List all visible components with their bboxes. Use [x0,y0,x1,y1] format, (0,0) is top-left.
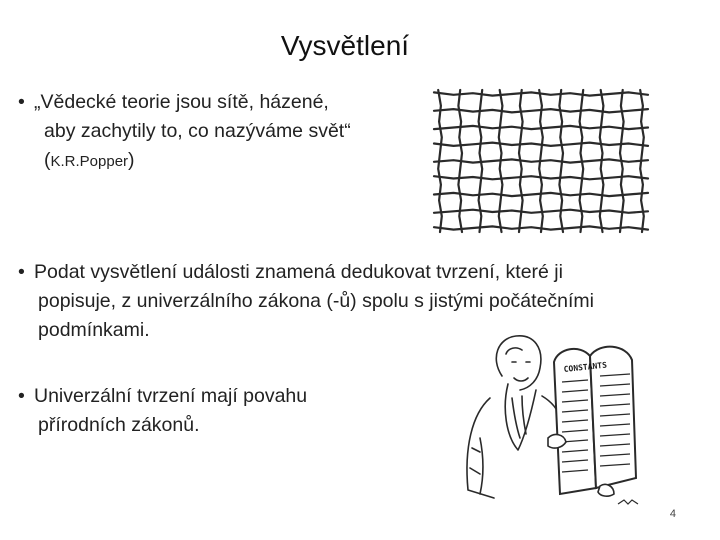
bullet-line [18,258,678,287]
bullet-dot-icon: • [18,261,25,283]
definition-line-2: popisuje, z univerzálního zákona (-ů) spolu s jistými počátečními [38,290,595,312]
quote-citation [18,146,418,176]
citation-close-paren: ) [128,149,135,171]
quote-line-1: „Vědecké teorie jsou sítě, házené, [34,91,329,113]
slide-title: Vysvětlení [280,30,410,61]
bullet-universal-statements [18,382,438,440]
universal-line-2: přírodních zákonů. [38,414,200,436]
definition-line-3: podmínkami. [38,319,150,341]
bullet-dot-icon: • [18,385,25,407]
bullet-line [18,88,418,117]
bullet-popper-quote [18,88,418,176]
page-number: 4 [669,508,676,520]
quote-line-2: aby zachytily to, co nazýváme svět“ [44,120,351,142]
fishing-net-icon [430,88,652,234]
definition-line-1: Podat vysvětlení události znamená dedukovat tvrzení, které ji [34,261,563,283]
citation-open-paren: ( [44,149,51,171]
universal-line-1: Univerzální tvrzení mají povahu [34,385,308,407]
tablet-heading: CONSTANTS [563,360,608,374]
bullet-line [18,382,438,411]
citation-author: K.R.Popper [50,153,129,170]
moses-tablets-icon [450,318,658,514]
bullet-dot-icon: • [18,91,25,113]
